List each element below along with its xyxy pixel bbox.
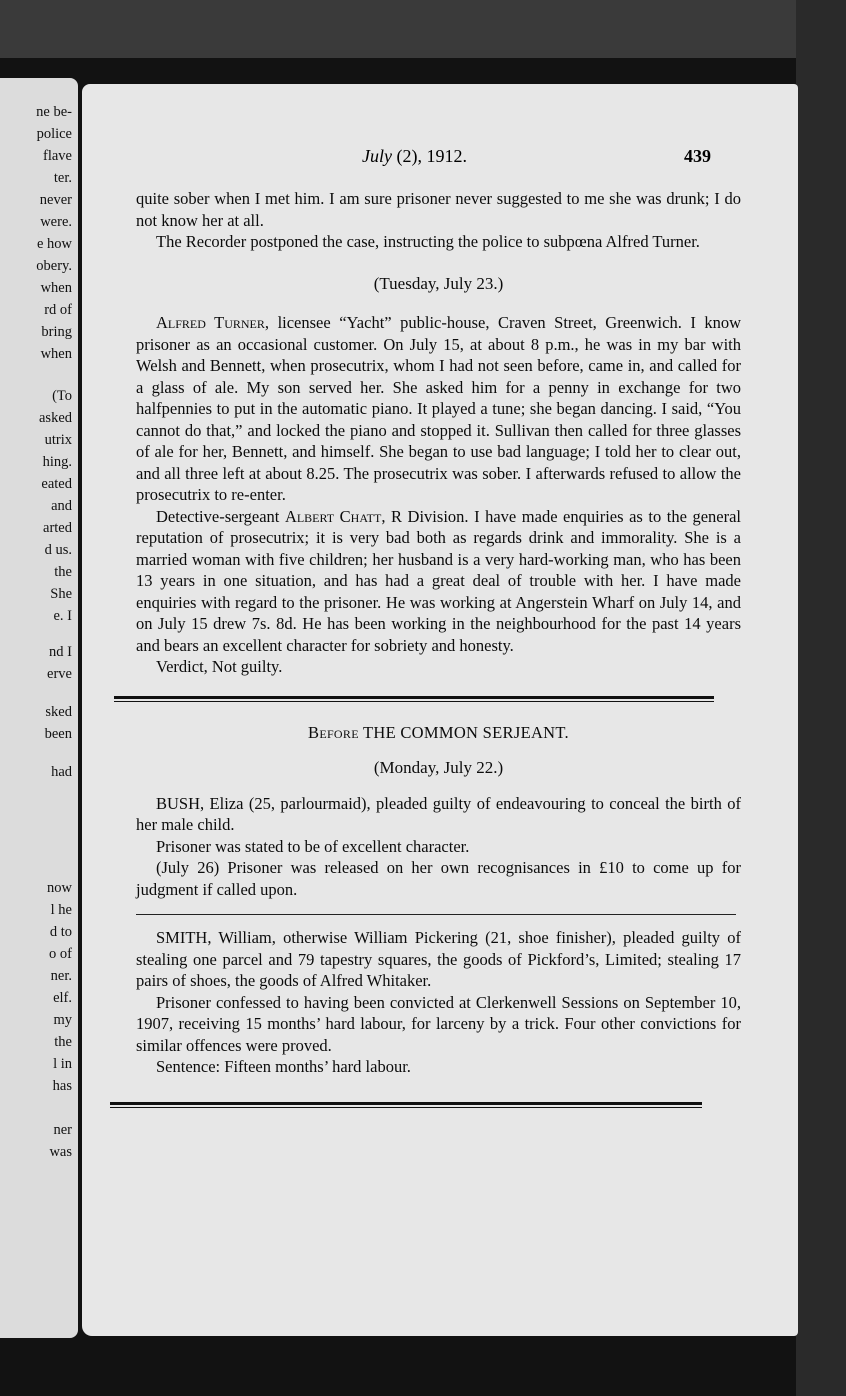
facing-page-text: e how <box>36 236 72 252</box>
turner-testimony-text: licensee “Yacht” public-house, Craven Street, Greenwich. I know prisoner as an occasional customer. On July 15, at about 8 p.m., he was in my bar with Welsh and Bennett, when prosecutrix, whom I had not seen before, came in, and called for a glass of ale. My son served her. She asked him for a penny in exchange for two halfpennies to put in the automatic piano. It played a tune; she began dancing. I said, “You cannot do that,” and locked the piano and stopped it. Sullivan then called for three glasses of ale for her, Bennett, and himself. She began to use bad language; I told her to clear out, and all three left at about 8.25. The prosecutrix was sober. I afterwards refused to allow the prosecutrix to re-enter. <box>136 313 742 504</box>
facing-page-text: erve <box>47 666 72 682</box>
date-heading-monday: (Monday, July 22.) <box>373 758 504 777</box>
facing-page-text: were. <box>40 214 72 230</box>
facing-page-text: when <box>40 280 72 296</box>
paragraph-continuation: quite sober when I met him. I am sure prisoner never suggested to me she was drunk; I do not know her at all. <box>136 189 741 230</box>
section-heading <box>136 722 741 744</box>
facing-page-text: She <box>50 586 72 602</box>
facing-page-text: sked <box>45 704 72 720</box>
facing-page-text: now <box>47 880 72 896</box>
facing-page-text: d to <box>49 924 72 940</box>
facing-page-text: (To <box>52 388 72 404</box>
page-header <box>82 146 798 170</box>
paragraph-bush-plea: BUSH, Eliza (25, parlourmaid), pleaded guilty of endeavouring to conceal the birth of her male child. <box>136 793 741 834</box>
chatt-testimony-text: R Division. I have made enquiries as to the general reputation of prosecutrix; it is very bad both as regards drink and immorality. She is a married woman with five children; her husband is a very hard-working man, who has been 13 years in one situation, and has had a great deal of trouble with her. I have made enquiries with regard to the prisoner. He was working at Angerstein Wharf on July 14, and on July 15 drew 7s. 8d. He has been working in the neighbourhood for the past 14 years and bears an excellent character for sobriety and honesty. <box>136 506 741 655</box>
paragraph-bush-character: Prisoner was stated to be of excellent character. <box>156 836 470 856</box>
facing-page-text: o of <box>49 946 72 962</box>
facing-page-text: was <box>49 1144 72 1160</box>
facing-page-text: obery. <box>36 258 72 274</box>
facing-page-text: been <box>44 726 72 742</box>
facing-page-text: ter. <box>53 170 72 186</box>
facing-page-text: has <box>52 1078 72 1094</box>
section-before: Before <box>308 722 359 742</box>
page-number: 439 <box>684 146 711 166</box>
facing-page-text: the <box>54 564 72 580</box>
facing-page-text: d us. <box>44 542 72 558</box>
facing-page-text: when <box>40 346 72 362</box>
verdict: Verdict, Not guilty. <box>156 657 283 676</box>
date-heading-tuesday: (Tuesday, July 23.) <box>373 273 504 293</box>
facing-page-text: never <box>39 192 72 208</box>
facing-page-text: l in <box>53 1056 72 1072</box>
facing-page-text: arted <box>43 520 72 536</box>
facing-page-text: l he <box>50 902 72 918</box>
facing-page-text: rd of <box>44 302 72 318</box>
book-page <box>82 84 798 1336</box>
facing-page-text: and <box>51 498 72 514</box>
paragraph-chatt-testimony <box>136 506 741 657</box>
witness-name-turner: Alfred Turner, <box>156 313 270 332</box>
paragraph-recorder: The Recorder postponed the case, instructing the police to subpœna Alfred Turner. <box>156 232 700 251</box>
paragraph-sentence: Sentence: Fifteen months’ hard labour. <box>156 1057 411 1076</box>
facing-page-text: ner <box>53 1122 72 1138</box>
facing-page-text: eated <box>41 476 72 492</box>
facing-page-text: hing. <box>42 454 72 470</box>
scan-top-edge <box>0 0 846 58</box>
chatt-rank: Detective-sergeant <box>156 506 280 526</box>
facing-page-text: e. I <box>53 608 72 624</box>
facing-page-text: my <box>53 1012 72 1028</box>
facing-page-text: utrix <box>44 432 72 448</box>
paragraph-bush-release: (July 26) Prisoner was released on her own recognisances in £10 to come up for judgment if called upon. <box>136 858 741 899</box>
facing-page-text: nd I <box>49 644 72 660</box>
facing-page-text: asked <box>38 410 72 426</box>
witness-name-chatt: Albert Chatt, <box>284 506 386 526</box>
facing-page-text: bring <box>41 324 72 340</box>
facing-page-fragment <box>0 78 78 1338</box>
facing-page-text: flave <box>43 148 72 164</box>
case-separator <box>136 914 736 915</box>
section-title: THE COMMON SERJEANT. <box>362 722 569 742</box>
facing-page-text: elf. <box>53 990 72 1006</box>
facing-page-text: ner. <box>50 968 72 984</box>
running-head: July (2), 1912. <box>362 146 467 166</box>
page-body <box>136 188 741 1108</box>
facing-page-text: had <box>51 764 72 780</box>
facing-page-text: police <box>36 126 72 142</box>
paragraph-smith-convictions: Prisoner confessed to having been convicted at Clerkenwell Sessions on September 10, 1907, receiving 15 months’ hard labour, for larceny by a trick. Four other convictions for similar offences were proved. <box>136 992 741 1055</box>
paragraph-smith-plea: SMITH, William, otherwise William Pickering (21, shoe finisher), pleaded guilty of stealing one parcel and 79 tapestry squares, the goods of Pickford’s, Limited; stealing 17 pairs of shoes, the goods of Alfred Whitaker. <box>136 928 741 990</box>
end-rule <box>110 1102 702 1108</box>
facing-page-text: the <box>54 1034 72 1050</box>
facing-page-text: ne be- <box>36 104 72 120</box>
paragraph-turner-testimony <box>136 312 741 506</box>
section-rule <box>114 696 714 702</box>
scan-right-edge <box>796 0 846 1396</box>
